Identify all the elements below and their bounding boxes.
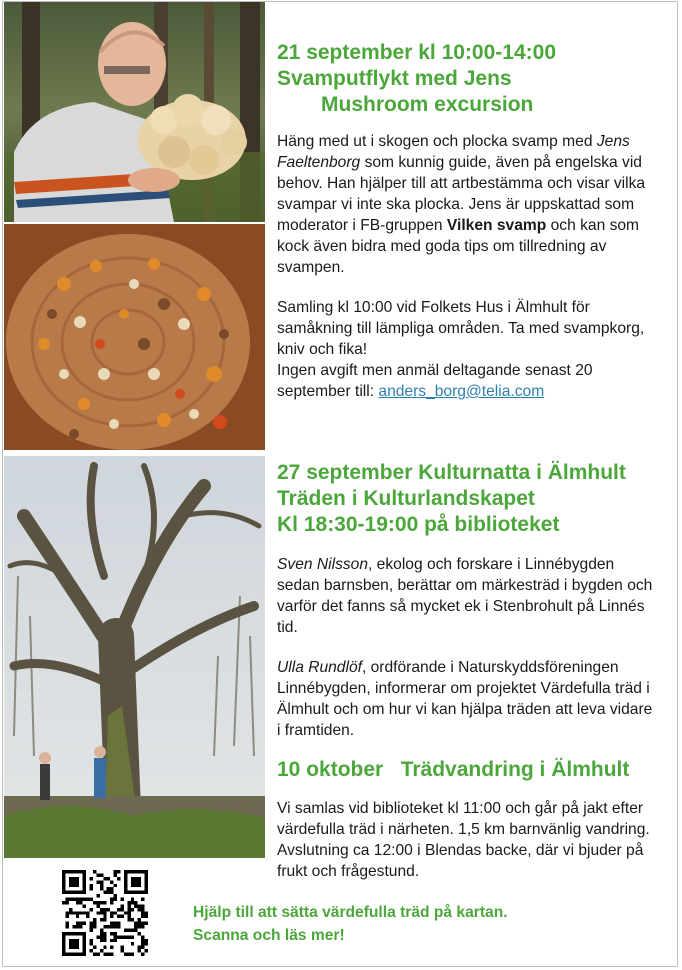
- event1-heading: [277, 40, 556, 118]
- event2-heading: [277, 460, 626, 538]
- speaker1-name: Sven Nilsson: [277, 556, 369, 573]
- registration-email-link[interactable]: anders_borg@telia.com: [378, 383, 545, 400]
- event2-subtitle: Träden i Kulturlandskapet: [277, 487, 535, 510]
- event2-date-title: 27 september Kulturnatta i Älmhult: [277, 461, 626, 484]
- event2-speaker2: Ulla Rundlöf, ordförande i Naturskyddsföreningen Linnébygden, informerar om projektet Värdefulla träd i Älmhult och om hur vi kan hjälpa träden att leva vidare i framtiden.: [277, 659, 653, 739]
- photo-jens-mushroom: [4, 2, 265, 222]
- fb-group-name: Vilken svamp: [446, 217, 547, 234]
- photo-old-oak-tree: [4, 456, 265, 858]
- event2-time-place: Kl 18:30-19:00 på biblioteket: [277, 513, 560, 536]
- event2-body: [277, 554, 657, 741]
- footer-call-to-action: [193, 901, 508, 947]
- event1-title: Svamputflykt med Jens: [277, 67, 512, 90]
- event1-description: Häng med ut i skogen och plocka svamp med Jens Faeltenborg som kunnig guide, även på engelska vid behov. Han hjälper till att artbestämma och visar vilka svampar vi inte ska plocka. Jens är uppskattad som moderator i FB-gruppen Vilken svamp och kan som kock även bidra med goda tips om tillredning av svampen.: [277, 133, 646, 276]
- cta-line-1: Hjälp till att sätta värdefulla träd på kartan.: [193, 904, 508, 921]
- guide-name: Jens Faeltenborg: [277, 133, 630, 171]
- speaker2-name: Ulla Rundlöf: [277, 659, 362, 676]
- event1-registration: Ingen avgift men anmäl deltagande senast 20 september till: anders_borg@telia.com: [277, 362, 593, 400]
- event1-title-english: Mushroom excursion: [321, 93, 534, 116]
- event3-heading: 10 oktober Trädvandring i Älmhult: [277, 758, 630, 781]
- event3-body: Vi samlas vid biblioteket kl 11:00 och går på jakt efter värdefulla träd i närheten. 1,5 km barnvänlig vandring. Avslutning ca 12:00 i Blendas backe, där vi bjuder på frukt och frågestund.: [277, 800, 650, 880]
- event1-meeting-info: Samling kl 10:00 vid Folkets Hus i Älmhult för samåkning till lämpliga områden. Ta med svampkorg, kniv och fika!: [277, 299, 645, 358]
- event2-speaker1: Sven Nilsson, ekolog och forskare i Linnébygden sedan barnsben, berättar om märkesträd i bygden och varför det fanns så mycket ek i Stenbrohult på Linnés tid.: [277, 556, 653, 636]
- event1-body: [277, 131, 647, 402]
- qr-code[interactable]: [62, 870, 148, 956]
- qr-code-image: [62, 870, 148, 956]
- event1-date-time: 21 september kl 10:00-14:00: [277, 41, 556, 64]
- photo-mushrooms-on-board: [4, 224, 265, 450]
- cta-line-2: Scanna och läs mer!: [193, 927, 345, 944]
